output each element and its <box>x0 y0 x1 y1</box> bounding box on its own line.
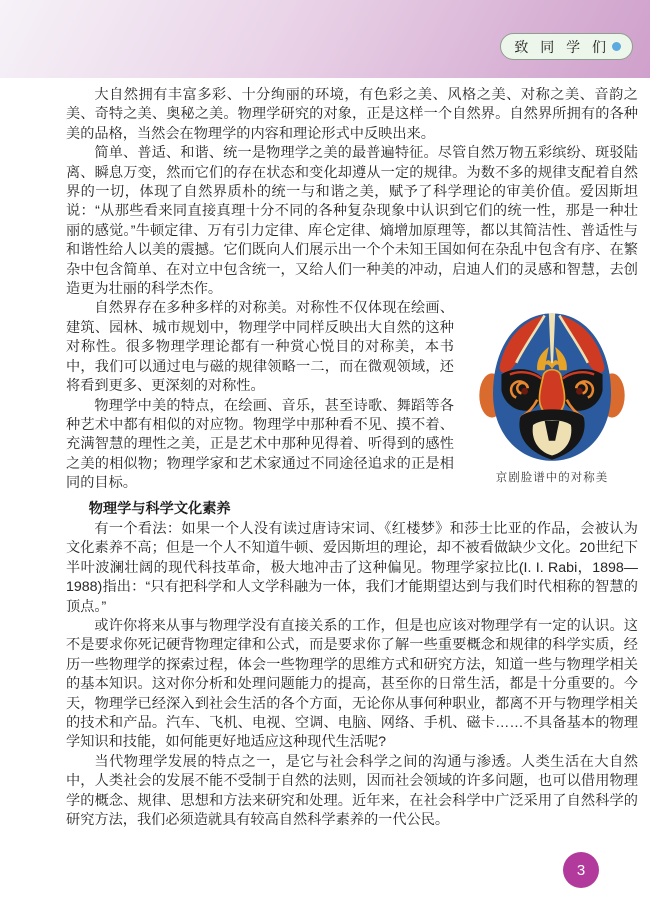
header-tab <box>500 33 633 60</box>
body-paragraph: 大自然拥有丰富多彩、十分绚丽的环境，有色彩之美、风格之美、对称之美、音韵之美、奇特之美、奥秘之美。物理学研究的对象，正是这样一个自然界。自然界所拥有的各种美的品格，当然会在物理学的内容和理论形式中反映出来。 <box>66 87 638 142</box>
page-header-band <box>0 0 650 78</box>
page-number-badge: 3 <box>563 852 599 888</box>
page-content <box>66 86 638 830</box>
section-heading: 物理学与科学文化素养 <box>88 500 231 517</box>
header-tab-label: 致 同 学 们 <box>514 38 610 55</box>
body-paragraph: 物理学中美的特点，在绘画、音乐，甚至诗歌、舞蹈等各种艺术中都有相似的对应物。物理学中那种看不见、摸不着、充满智慧的理性之美，正是艺术中那种见得着、听得到的感性之美的相似物；物理学家和艺术家通过不同途径追求的正是相同的目标。 <box>66 397 454 492</box>
tab-dot-icon <box>612 42 621 51</box>
opera-mask-figure <box>466 307 638 485</box>
body-paragraph: 或许你将来从事与物理学没有直接关系的工作，但是也应该对物理学有一定的认识。这不是要求你死记硬背物理定律和公式，而是要求你了解一些重要概念和规律的科学实质，经历一些物理学的探索过程，体会一些物理学的思维方式和研究方法，知道一些与物理学相关的基本知识。这对你分析和处理问题能力的提高，甚至你的日常生活，都是十分重要的。今天，物理学已经深入到社会生活的各个方面，无论你从事何种职业，都离不开与物理学相关的技术和产品。汽车、飞机、电视、空调、电脑、网络、手机、磁卡……不具备基本的物理学知识和技能，如何能更好地适应这种现代生活呢? <box>66 617 638 751</box>
body-paragraph: 简单、普适、和谐、统一是物理学之美的最普遍特征。尽管自然万物五彩缤纷、斑驳陆离、瞬息万变，然而它们的存在状态和变化却遵从一定的规律。为数不多的规律支配着自然界的一切，体现了自然界质朴的统一与和谐之美，赋予了科学理论的审美价值。爱因斯坦说：“从那些看来同直接真理十分不同的各种复杂现象中认识到它们的统一性，那是一种壮丽的感觉。”牛顿定律、万有引力定律、库仑定律、熵增加原理等，都以其简洁性、普适性与和谐性给人以美的震撼。它们既向人们展示出一个个未知王国如何在杂乱中包含有序、在繁杂中包含简单、在对立中包含统一，又给人们一种美的冲动，启迪人们的灵感和智慧，去创造更为壮丽的科学杰作。 <box>66 145 638 298</box>
body-paragraph: 有一个看法：如果一个人没有读过唐诗宋词、《红楼梦》和莎士比亚的作品，会被认为文化素养不高；但是一个人不知道牛顿、爱因斯坦的理论，却不被看做缺少文化。20世纪下半叶波澜壮阔的现代科技革命，极大地冲击了这种偏见。物理学家拉比(I. I. Rabi，1898—1988)指出：“只有把科学和人文学科融为一体，我们才能期望达到与我们时代相称的智慧的顶点。” <box>66 520 638 615</box>
body-paragraph: 当代物理学发展的特点之一，是它与社会科学之间的沟通与渗透。人类生活在大自然中，人类社会的发展不能不受制于自然的法则，因而社会领域的许多问题，也可以借用物理学的概念、规律、思想和方法来研究和处理。近年来，在社会科学中广泛采用了自然科学的研究方法，我们必须造就具有较高自然科学素养的一代公民。 <box>66 753 638 829</box>
opera-mask-image <box>478 307 626 465</box>
body-paragraph: 自然界存在多种多样的对称美。对称性不仅体现在绘画、建筑、园林、城市规划中，物理学中同样反映出大自然的这种对称性。很多物理学理论都有一种赏心悦目的对称美，本书中，我们可以通过电与磁的规律领略一二，而在微观领域，还将看到更多、更深刻的对称性。 <box>66 300 454 395</box>
figure-caption: 京剧脸谱中的对称美 <box>495 472 609 485</box>
